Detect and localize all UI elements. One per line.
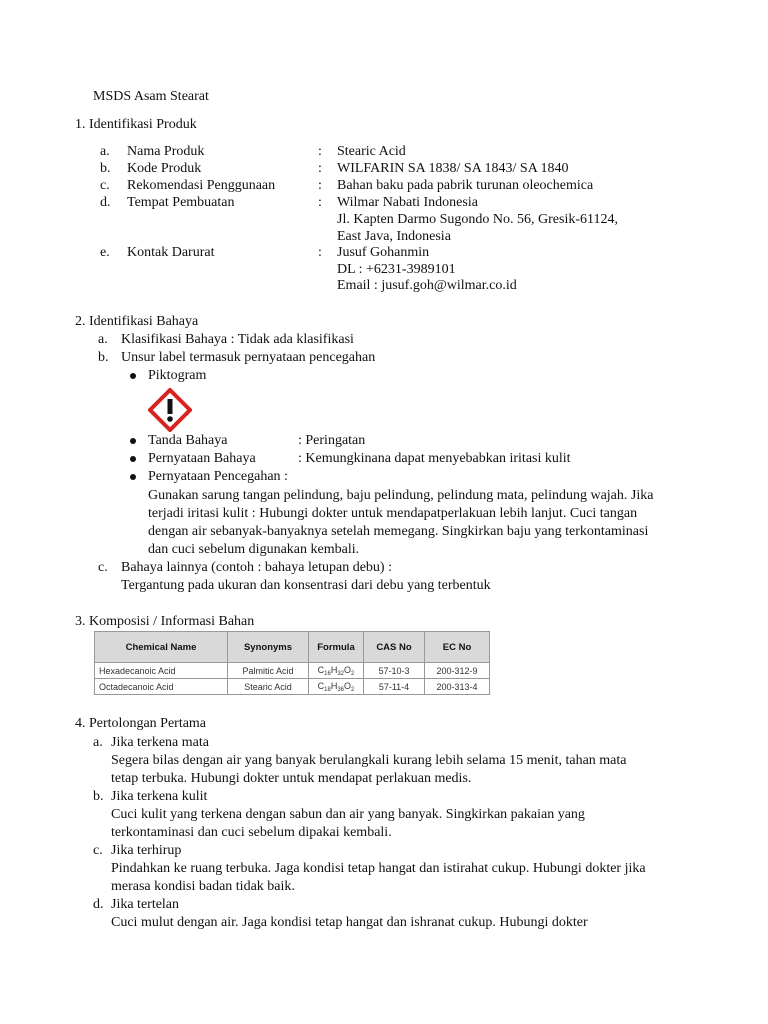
row-value: Jusuf Gohanmin [337,245,430,260]
row-letter: c. [100,178,110,193]
row-label: Kode Produk [127,161,202,176]
cas-cell: 57-10-3 [364,663,425,679]
first-aid-c-text: Pindahkan ke ruang terbuka. Jaga kondisi tetap hangat dan istirahat cukup. Hubungi dokter jika merasa kondisi badan tidak baik. [111,861,646,894]
row-value: Stearic Acid [337,144,406,159]
first-aid-c-letter: c. [93,843,103,858]
row-letter: d. [100,195,111,210]
hazard-statement-label: Pernyataan Bahaya [148,451,256,466]
row-value: DL : +6231-3989101 [337,262,456,277]
first-aid-b-title: Jika terkena kulit [111,789,208,804]
synonym-cell: Stearic Acid [228,679,309,695]
row-separator: : [318,144,322,159]
bullet-icon [130,373,136,379]
signal-word-value: : Peringatan [298,433,366,448]
row-separator: : [318,195,322,210]
signal-word-label: Tanda Bahaya [148,433,228,448]
row-label: Nama Produk [127,144,205,159]
document-title: MSDS Asam Stearat [93,89,209,104]
label-elements: Unsur label termasuk pernyataan pencegahan [121,350,376,365]
section-1-heading: 1. Identifikasi Produk [75,117,197,132]
pictogram-label: Piktogram [148,368,207,383]
ec-cell: 200-312-9 [425,663,490,679]
bullet-icon [130,474,136,480]
formula-cell: $C_{16}H_{32}O_2$ [309,663,364,679]
other-hazards-detail: Tergantung pada ukuran dan konsentrasi dari debu yang terbentuk [121,578,491,593]
table-row [95,663,490,679]
hazard-a-letter: a. [98,332,108,347]
hazard-b-letter: b. [98,350,109,365]
section-4-heading: 4. Pertolongan Pertama [75,716,207,731]
ec-cell: 200-313-4 [425,679,490,695]
formula-cell: $C_{18}H_{36}O_2$ [309,679,364,695]
chemical-name-cell: Hexadecanoic Acid [95,663,228,679]
row-separator: : [318,178,322,193]
chemical-name-cell: Octadecanoic Acid [95,679,228,695]
row-letter: e. [100,245,110,260]
precaution-text: Gunakan sarung tangan pelindung, baju pelindung, pelindung mata, pelindung wajah. Jika terjadi iritasi kulit : Hubungi dokter untuk mendapatperlakuan lebih lanjut. Cuci tangan dengan air sebanyak-banyaknya setelah memegang. Singkirkan baju yang terkontaminasi dan cuci sebelum digunakan kembali. [148,488,654,557]
row-letter: a. [100,144,110,159]
row-value-email: Email : jusuf.goh@wilmar.co.id [337,278,517,293]
row-value: Jl. Kapten Darmo Sugondo No. 56, Gresik-61124, [337,212,619,227]
first-aid-a-text: Segera bilas dengan air yang banyak berulangkali kurang lebih selama 15 menit, tahan mata tetap terbuka. Hubungi dokter untuk mendapat perlakuan medis. [111,753,627,786]
composition-table [94,631,490,695]
table-header-row [95,632,490,663]
table-row [95,679,490,695]
other-hazards: Bahaya lainnya (contoh : bahaya letupan debu) : [121,560,392,575]
row-value: East Java, Indonesia [337,229,451,244]
first-aid-d-title: Jika tertelan [111,897,180,912]
exclamation-diamond-icon [148,388,192,432]
synonym-cell: Palmitic Acid [228,663,309,679]
first-aid-b-text: Cuci kulit yang terkena dengan sabun dan air yang banyak. Singkirkan pakaian yang terkontaminasi dan cuci sebelum dipakai kembali. [111,807,585,840]
row-label: Tempat Pembuatan [127,195,235,210]
first-aid-b-letter: b. [93,789,104,804]
first-aid-d-text: Cuci mulut dengan air. Jaga kondisi tetap hangat dan ishranat cukup. Hubungi dokter [111,915,588,930]
first-aid-a-title: Jika terkena mata [111,735,209,750]
row-label: Rekomendasi Penggunaan [127,178,276,193]
section-3-heading: 3. Komposisi / Informasi Bahan [75,614,255,629]
row-value: WILFARIN SA 1838/ SA 1843/ SA 1840 [337,161,569,176]
section-2-heading: 2. Identifikasi Bahaya [75,314,199,329]
column-header: EC No [425,632,490,663]
precaution-label: Pernyataan Pencegahan : [148,469,288,484]
row-value: Bahan baku pada pabrik turunan oleochemica [337,178,594,193]
column-header: CAS No [364,632,425,663]
row-value: Wilmar Nabati Indonesia [337,195,478,210]
column-header: Formula [309,632,364,663]
hazard-c-letter: c. [98,560,108,575]
column-header: Synonyms [228,632,309,663]
row-label: Kontak Darurat [127,245,215,260]
row-letter: b. [100,161,111,176]
bullet-icon [130,438,136,444]
bullet-icon [130,456,136,462]
hazard-classification: Klasifikasi Bahaya : Tidak ada klasifikasi [121,332,354,347]
column-header: Chemical Name [95,632,228,663]
first-aid-a-letter: a. [93,735,103,750]
cas-cell: 57-11-4 [364,679,425,695]
first-aid-c-title: Jika terhirup [111,843,182,858]
first-aid-d-letter: d. [93,897,104,912]
hazard-statement-value: : Kemungkinana dapat menyebabkan iritasi kulit [298,451,571,466]
row-separator: : [318,245,322,260]
row-separator: : [318,161,322,176]
